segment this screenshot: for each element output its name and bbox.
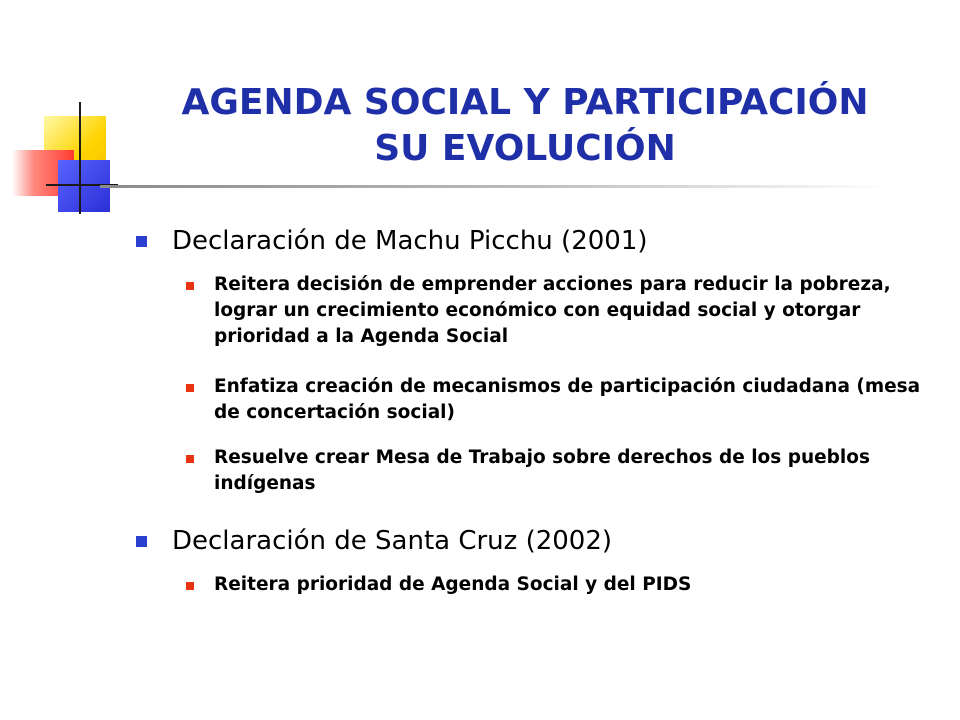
- list-item: Reitera decisión de emprender acciones para reducir la pobreza, lograr un crecimiento económico con equidad social y otorgar prioridad a la Agenda Social: [214, 274, 891, 347]
- bullet-square-icon: [136, 536, 147, 547]
- section-heading: Declaración de Machu Picchu (2001): [172, 226, 648, 256]
- list-item: Resuelve crear Mesa de Trabajo sobre derechos de los pueblos indígenas: [214, 447, 870, 494]
- section-heading: Declaración de Santa Cruz (2002): [172, 526, 613, 556]
- bullet-square-icon: [186, 455, 194, 463]
- bullet-square-icon: [186, 384, 194, 392]
- bullet-square-icon: [186, 282, 194, 290]
- list-item: Reitera prioridad de Agenda Social y del PIDS: [214, 574, 692, 595]
- title-line-1: AGENDA SOCIAL Y PARTICIPACIÓN: [181, 82, 869, 123]
- bullet-square-icon: [186, 582, 194, 590]
- bullet-square-icon: [136, 236, 147, 247]
- title-line-2: SU EVOLUCIÓN: [374, 128, 676, 169]
- list-item: Enfatiza creación de mecanismos de participación ciudadana (mesa de concertación social): [214, 376, 921, 423]
